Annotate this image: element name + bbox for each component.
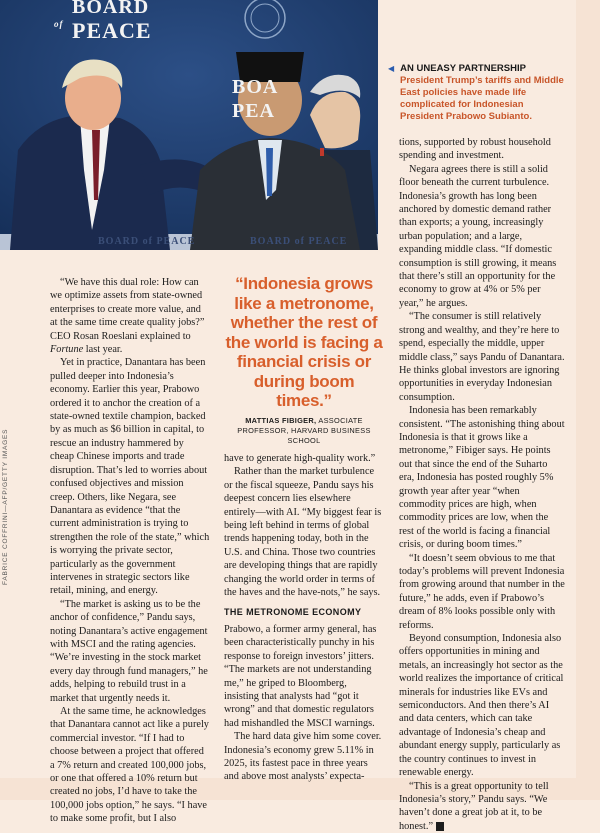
paragraph: Prabowo, a former army general, has been characteristically punchy in his response to foreign investors’ jitters. “The markets are not understanding me,” he griped to Bloomberg, insisting that analysts had “got it wrong” and that domestic regulators had mishandled the MSCI warnings. <box>224 623 384 730</box>
paragraph: have to generate high-quality work.” <box>224 452 384 465</box>
publication-name: Fortune <box>50 344 83 355</box>
article-column-1 <box>50 276 210 826</box>
article-column-3 <box>399 136 565 833</box>
caption-title: AN UNEASY PARTNERSHIP <box>400 63 526 74</box>
paragraph: “It doesn’t seem obvious to me that today’s problems will prevent Indonesia from growing around that number in the future,” he adds, even if Prabowo’s dream of 8% looks possible only with reforms. <box>399 552 565 632</box>
page-margin-right <box>576 0 600 800</box>
photo-illustration <box>0 0 378 250</box>
banner-right-peace-text: PEA <box>232 100 275 123</box>
pull-quote: “Indonesia grows like a metronome, whether the rest of the world is facing a financial crisis or during boom times.” <box>224 274 384 411</box>
banner-peace-text: PEACE <box>72 18 152 44</box>
paragraph: Yet in practice, Danantara has been pulled deeper into Indonesia’s economy. Earlier this year, Prabowo ordered it to anchor the creation of a state-owned textile champion, backed by as much as $6 billion in capital, to rescue an industry hammered by cheap Chinese imports and trade disruption. That’s led to worries about confused objectives and mission creep. Others, like Negara, see Danantara as evidence “that the current administration is trying to strengthen the role of the state,” which is worrying the private sector, particularly as the government intervenes in strategic sectors like retail, mining, and energy. <box>50 356 210 597</box>
paragraph: “The market is asking us to be the anchor of confidence,” Pandu says, noting Danantara’s active engagement with MSCI and the rating agencies. “We’re investing in the stock market every day through fund managers,” he adds, helping to rebuild trust in a market that urgently needs it. <box>50 598 210 705</box>
pull-quote-attribution <box>224 416 384 446</box>
article-column-2 <box>224 452 384 784</box>
lapel-pin <box>320 148 324 156</box>
attribution-role: ASSOCIATE PROFESSOR, HARVARD BUSINESS SCHOOL <box>237 416 371 445</box>
caption-arrow-icon: ◀ <box>388 64 394 73</box>
photo-trump-prabowo <box>0 0 378 250</box>
attribution-name: MATTIAS FIBIGER, <box>245 416 316 425</box>
strip-text-left: BOARD of PEACE <box>98 236 195 247</box>
paragraph: The hard data give him some cover. Indonesia’s economy grew 5.11% in 2025, its fastest pace in three years and above most analysts’ expecta- <box>224 730 384 784</box>
photo-credit: FABRICE COFFRINI—AFP/GETTY IMAGES <box>2 355 14 585</box>
paragraph: Indonesia has been remarkably consistent. “The astonishing thing about Indonesia is that it grows like a metronome,” Fibiger says. He points out that since the end of the Suharto era, Indonesia has posted roughly 5% growth year after year “when commodity prices are high, when commodity prices are low, when the rest of the world is facing a financial crisis, or during boom times.” <box>399 404 565 551</box>
caption-body: President Trump’s tariffs and Middle East policies have made life complicated for Indonesian President Prabowo Subianto. <box>400 75 568 123</box>
paragraph: Negara agrees there is still a solid floor beneath the current turbulence. Indonesia’s growth has long been anchored by domestic demand rather than exports; a young, increasingly urban population; and a large, expanding middle class. “If domestic consumption is still growing, it means that there’s still an opportunity for the economy to grow at 4% or 5% per year,” he argues. <box>399 163 565 310</box>
photo-caption <box>388 63 568 123</box>
section-heading: THE METRONOME ECONOMY <box>224 606 384 619</box>
banner-of-text: of <box>54 19 64 29</box>
paragraph: tions, supported by robust household spending and investment. <box>399 136 565 163</box>
paragraph: At the same time, he acknowledges that Danantara cannot act like a purely commercial investor. “If I had to choose between a project that offered a 7% return and created 100,000 jobs, or one that offered a 10% return but created no jobs, I’d have to take the 100,000 jobs option,” he says. “I have to make some profit, but I also <box>50 705 210 826</box>
banner-right-board-text: BOA <box>232 76 278 99</box>
banner-board-text: BOARD <box>72 0 149 19</box>
paragraph: “The consumer is still relatively strong and wealthy, and they’re here to spend, especially the middle, upper middle class,” says Pandu of Danantara. He thinks global investors are ignoring opportunities in everyday Indonesian consumption. <box>399 310 565 404</box>
strip-text-right: BOARD of PEACE <box>250 236 347 247</box>
end-mark-icon: F <box>436 822 444 831</box>
paragraph: Beyond consumption, Indonesia also offers opportunities in mining and metals, an increasingly hot sector as the world realizes the importance of critical minerals for industries like EVs and semiconductors. And then there’s AI and data centers, which can take advantage of Indonesia’s cheap and abundant energy supply, particularly as the country continues to invest in renewable energy. <box>399 632 565 779</box>
paragraph: “We have this dual role: How can we optimize assets from state-owned enterprises to create more value, and at the same time create quality jobs?” CEO Rosan Roeslani explained to Fortune last year. <box>50 276 210 356</box>
paragraph: Rather than the market turbulence or the fiscal squeeze, Pandu says his deepest concern lies elsewhere entirely—with AI. “My biggest fear is being left behind in terms of global trends happening today, both in the U.S. and China. Those two countries are developing things that are rapidly changing the world order in terms of the haves and the have-nots,” he says. <box>224 465 384 599</box>
paragraph: “This is a great opportunity to tell Indonesia’s story,” Pandu says. “We haven’t done a great job at it, to be honest.” F <box>399 780 565 833</box>
